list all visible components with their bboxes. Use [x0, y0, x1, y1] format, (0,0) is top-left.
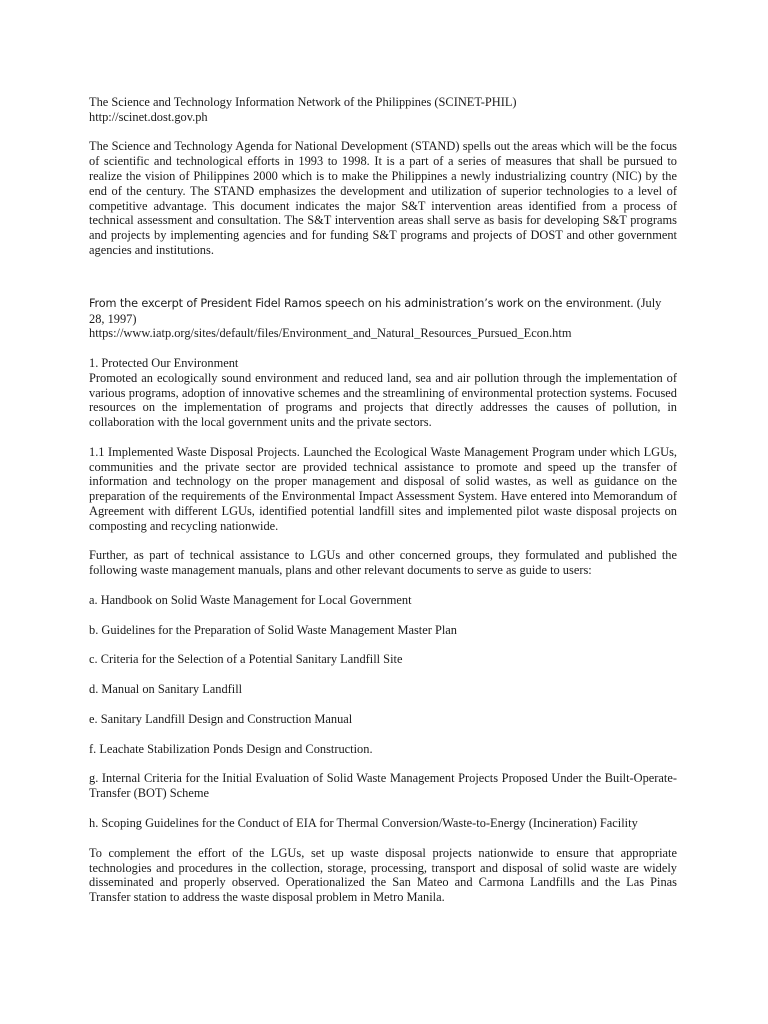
scinet-url: http://scinet.dost.gov.ph: [89, 109, 208, 124]
document-title: The Science and Technology Information Network of the Philippines (SCINET-PHIL): [89, 95, 517, 109]
section-1-1-paragraph: 1.1 Implemented Waste Disposal Projects. Launched the Ecological Waste Management Program under which LGUs, communities and the private sector are provided technical assistance to promote and speed up the transfer of information and technology on the proper management and disposal of solid wastes, as well as guidance on the preparation of the requirements of the Environmental Impact Assessment System. Have entered into Memorandum of Agreement with different LGUs, identified potential landfill sites and implemented pilot waste disposal projects on composting and recycling nationwide.: [89, 444, 677, 533]
section-1-heading: 1. Protected Our Environment: [89, 355, 239, 370]
excerpt-intro-tail: ronment.: [589, 295, 634, 310]
list-item: b. Guidelines for the Preparation of Solid Waste Management Master Plan: [89, 622, 457, 637]
list-item: d. Manual on Sanitary Landfill: [89, 682, 243, 697]
list-item: h. Scoping Guidelines for the Conduct of EIA for Thermal Conversion/Waste-to-Energy (Incineration) Facility: [89, 816, 638, 831]
manuals-list: [89, 593, 677, 831]
list-item: a. Handbook on Solid Waste Management for Local Government: [89, 592, 412, 607]
stand-paragraph: The Science and Technology Agenda for National Development (STAND) spells out the areas which will be the focus of scientific and technological efforts in 1993 to 1998. It is a part of a series of measures that shall be pursued to realize the vision of Philippines 2000 which is to make the Philippines a newly industrializing country (NIC) by the end of the century. The STAND emphasizes the development and utilization of superior technologies to a level of competitive advantage. This document indicates the major S&T intervention areas identified from a process of technical assessment and consultation. The S&T intervention areas shall serve as basis for developing S&T programs and projects by implementing agencies and for funding S&T programs and projects of DOST and other government agencies and institutions.: [89, 139, 677, 257]
document-body: [89, 95, 677, 905]
excerpt-url: https://www.iatp.org/sites/default/files/Environment_and_Natural_Resources_Pursued_Econ.htm: [89, 326, 572, 341]
further-paragraph: Further, as part of technical assistance to LGUs and other concerned groups, they formulated and published the following waste management manuals, plans and other relevant documents to serve as guide to users:: [89, 548, 677, 578]
section-1-body: Promoted an ecologically sound environment and reduced land, sea and air pollution through the implementation of various programs, adoption of innovative schemes and the streamlining of environmental protection systems. Focused resources on the implementation of programs and projects that directly addresses the causes of pollution, in collaboration with the local government units and the private sectors.: [89, 370, 677, 430]
closing-paragraph: To complement the effort of the LGUs, set up waste disposal projects nationwide to ensure that appropriate technologies and procedures in the collection, storage, processing, transport and disposal of solid waste are widely disseminated and properly observed. Operationalized the San Mateo and Carmona Landfills and the Las Pinas Transfer station to address the waste disposal problem in Metro Manila.: [89, 845, 677, 905]
list-item: g. Internal Criteria for the Initial Evaluation of Solid Waste Management Projects Proposed Under the Built-Operate-Transfer (BOT) Scheme: [89, 771, 677, 801]
excerpt-date: (July 28, 1997): [89, 295, 662, 326]
excerpt-intro: [89, 296, 677, 327]
list-item: f. Leachate Stabilization Ponds Design and Construction.: [89, 741, 373, 756]
list-item: e. Sanitary Landfill Design and Construction Manual: [89, 711, 353, 726]
list-item: c. Criteria for the Selection of a Potential Sanitary Landfill Site: [89, 652, 403, 667]
excerpt-intro-text: From the excerpt of President Fidel Ramos speech on his administration’s work on the envi: [89, 296, 590, 310]
